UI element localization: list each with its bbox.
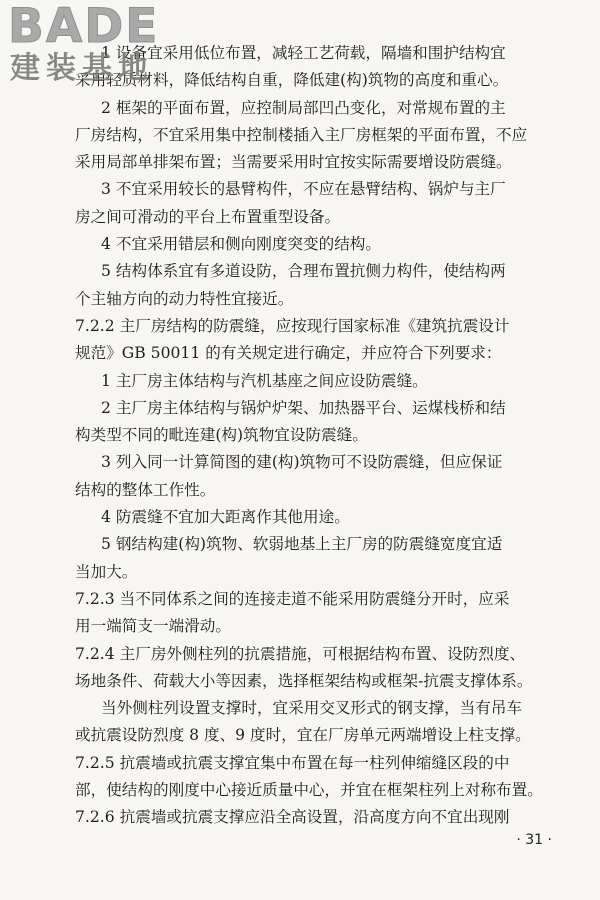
text-line: 场地条件、荷载大小等因素，选择框架结构或框架-抗震支撑体系。 — [75, 671, 533, 690]
text-line: 7.2.6 抗震墙或抗震支撑应沿全高设置，沿高度方向不宜出现刚 — [75, 808, 510, 827]
text-line: 7.2.2 主厂房结构的防震缝，应按现行国家标准《建筑抗震设计 — [75, 316, 510, 335]
text-line: 厂房结构，不宜采用集中控制楼插入主厂房框架的平面布置，不应 — [75, 125, 528, 144]
text-line: 或抗震设防烈度 8 度、9 度时，宜在厂房单元两端增设上柱支撑。 — [75, 726, 531, 745]
text-line: 7.2.5 抗震墙或抗震支撑宜集中布置在每一柱列伸缩缝区段的中 — [75, 753, 510, 772]
text-line: 结构的整体工作性。 — [75, 480, 216, 499]
text-line: 个主轴方向的动力特性宜接近。 — [75, 289, 294, 308]
body-text — [75, 40, 563, 832]
text-line: 房之间可滑动的平台上布置重型设备。 — [75, 207, 341, 226]
text-line: 1 主厂房主体结构与汽机基座之间应设防震缝。 — [101, 371, 428, 390]
text-line: 4 防震缝不宜加大距离作其他用途。 — [101, 508, 350, 527]
text-line: 7.2.3 当不同体系之间的连接走道不能采用防震缝分开时，应采 — [75, 589, 510, 608]
text-line: 5 钢结构建(构)筑物、软弱地基上主厂房的防震缝宽度宜适 — [101, 535, 503, 554]
text-line: 2 框架的平面布置，应控制局部凹凸变化，对常规布置的主 — [101, 98, 506, 117]
text-line: 3 列入同一计算简图的建(构)筑物可不设防震缝，但应保证 — [101, 453, 503, 472]
text-line: 构类型不同的毗连建(构)筑物宜设防震缝。 — [75, 426, 368, 445]
text-line: 3 不宜采用较长的悬臂构件，不应在悬臂结构、锅炉与主厂 — [101, 180, 506, 199]
text-line: 部，使结构的刚度中心接近质量中心，并宜在框架柱列上对称布置。 — [75, 781, 543, 800]
text-line: 5 结构体系宜有多道设防，合理布置抗侧力构件，使结构两 — [101, 262, 506, 281]
watermark-brand: BADE — [8, 0, 160, 54]
text-line: 当加大。 — [75, 562, 138, 581]
watermark-subtitle: 建装基地 — [10, 51, 154, 86]
text-line: 1 设备宜采用低位布置，减轻工艺荷载，隔墙和围护结构宜 — [101, 44, 506, 62]
text-line: 采用局部单排架布置；当需要采用时宜按实际需要增设防震缝。 — [75, 153, 512, 172]
page-number: · 31 · — [516, 832, 552, 848]
text-line: 4 不宜采用错层和侧向刚度突变的结构。 — [101, 235, 381, 254]
text-line: 7.2.4 主厂房外侧柱列的抗震措施，可根据结构布置、设防烈度、 — [75, 644, 526, 663]
text-line: 当外侧柱列设置支撑时，宜采用交叉形式的钢支撑，当有吊车 — [101, 699, 523, 718]
text-line: 采用轻质材料，降低结构自重，降低建(构)筑物的高度和重心。 — [75, 71, 509, 90]
text-line: 用一端简支一端滑动。 — [75, 617, 231, 636]
text-line: 规范》GB 50011 的有关规定进行确定，并应符合下列要求： — [75, 344, 502, 363]
text-line: 2 主厂房主体结构与锅炉炉架、加热器平台、运煤栈桥和结 — [101, 398, 506, 417]
